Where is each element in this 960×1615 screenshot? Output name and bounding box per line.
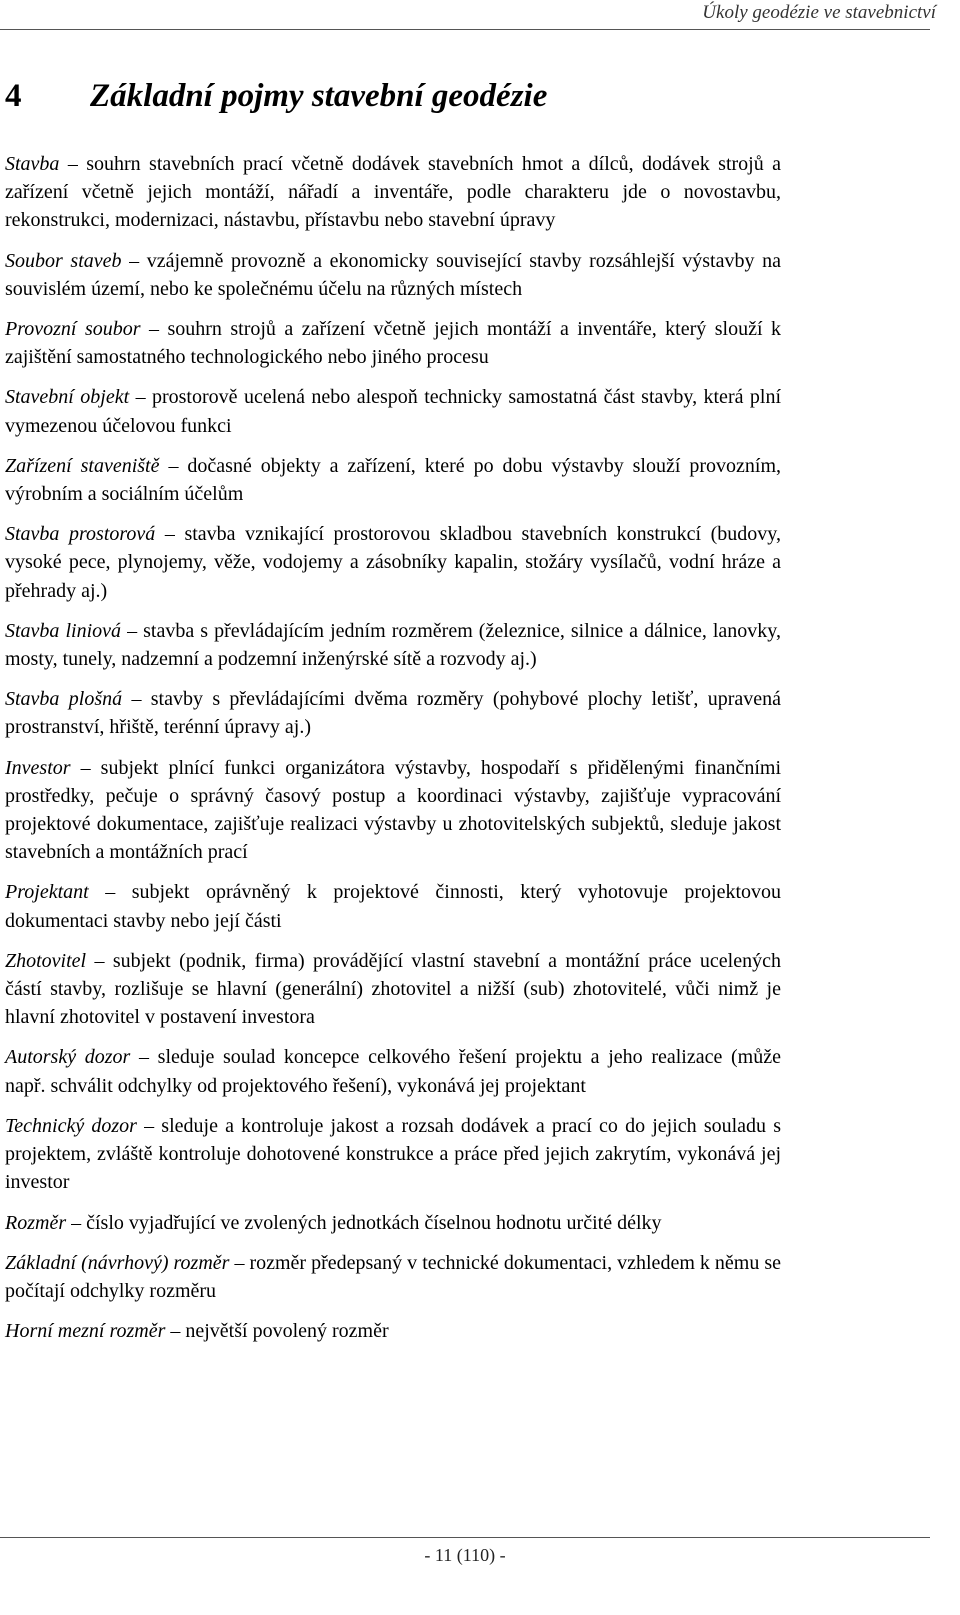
definition-entry [5,947,781,1032]
term: Rozměr [5,1211,67,1234]
definition: – stavby s převládajícími dvěma rozměry (pohybové plochy letišť, upravená prostranství, hřiště, terénní úpravy aj.) [5,688,781,739]
definition-entry [5,617,781,673]
term: Horní mezní rozměr [5,1320,166,1343]
term: Stavební objekt [5,386,130,409]
definition-entry [5,315,781,371]
page-number: - 11 (110) - [424,1545,506,1565]
definition-entry [5,878,781,934]
chapter-heading [5,78,547,115]
term: Stavba prostorová [5,523,156,546]
chapter-number: 4 [5,78,22,114]
definition-entry [5,754,781,867]
term: Autorský dozor [5,1046,131,1069]
definition: – sleduje soulad koncepce celkového řešení projektu a jeho realizace (může např. schválit odchylky od projektového řešení), vykonává jej projektant [5,1046,781,1097]
definition: – největší povolený rozměr [165,1320,389,1343]
chapter-title: Základní pojmy stavební geodézie [90,78,548,114]
definition: – souhrn stavebních prací včetně dodávek stavebních hmot a dílců, dodávek strojů a zařízení včetně jejich montáží, nářadí a inventáře, podle charakteru jde o novostavbu, rekonstrukci, modernizaci, nástavbu, přístavbu nebo stavební úpravy [5,153,781,232]
definition-entry [5,1043,781,1099]
definition: – číslo vyjadřující ve zvolených jednotkách číselnou hodnotu určité délky [66,1211,662,1234]
term: Stavba [5,153,60,175]
definition-entry [5,1112,781,1197]
definition: – subjekt plnící funkci organizátora výstavby, hospodaří s přidělenými finančními prostředky, pečuje o správný časový postup a koordinaci výstavby, zajišťuje vypracování projektové dokumentace, zajišťuje realizaci výstavby u zhotovitelských subjektů, sleduje jakost stavebních a montážních prací [5,756,781,864]
term: Technický dozor [5,1114,137,1137]
footer-divider [0,1537,930,1538]
definition-entry [5,1317,781,1345]
definition: – prostorově ucelená nebo alespoň technicky samostatná část stavby, která plní vymezenou účelovou funkci [5,386,782,437]
definition: – subjekt (podnik, firma) provádějící vlastní stavební a montážní práce ucelených částí stavby, rozlišuje se hlavní (generální) zhotovitel a nižší (sub) zhotovitelé, vůči nimž je hlavní zhotovitel v postavení investora [5,949,781,1029]
term: Projektant [5,881,89,904]
term: Stavba liniová [5,619,122,642]
definition: – vzájemně provozně a ekonomicky související stavby rozsáhlejší výstavby na souvislém území, nebo ke společnému účelu na různých místech [5,249,781,300]
definition-entry [5,452,781,508]
definition: – sleduje a kontroluje jakost a rozsah dodávek a prací co do jejich souladu s projektem, zvláště kontroluje dohotovené konstrukce a práce před jejich zakrytím, vykonává jej investor [5,1114,782,1194]
term: Zhotovitel [5,949,87,972]
term: Investor [5,756,71,779]
definition-entry [5,247,781,303]
definition: – souhrn strojů a zařízení včetně jejich montáží a inventáře, který slouží k zajištění samostatného technologického nebo jiného procesu [5,318,781,369]
definition-entry [5,383,781,439]
definition-entry [5,1209,781,1237]
definition: – stavba s převládajícím jedním rozměrem (železnice, silnice a dálnice, lanovky, mosty, tunely, nadzemní a podzemní inženýrské sítě a rozvody aj.) [5,619,781,671]
term: Stavba plošná [5,688,123,711]
definition: – subjekt oprávněný k projektové činnosti, který vyhotovuje projektovou dokumentaci stavby nebo její části [5,881,781,932]
running-header: Úkoly geodézie ve stavebnictví [702,2,936,23]
definitions-list [5,150,781,1357]
term: Základní (návrhový) rozměr [5,1251,230,1274]
term: Soubor staveb [5,249,122,272]
definition: – stavba vznikající prostorovou skladbou stavebních konstrukcí (budovy, vysoké pece, plynojemy, věže, vodojemy a zásobníky kapalin, stožáry vysílačů, vodní hráze a přehrady aj.) [5,523,782,602]
definition: – dočasné objekty a zařízení, které po dobu výstavby slouží provozním, výrobním a sociálním účelům [5,454,782,506]
definition-entry [5,685,781,741]
definition-entry [5,1249,781,1305]
definition-entry [5,520,781,605]
definition: – rozměr předepsaný v technické dokumentaci, vzhledem k němu se počítají odchylky rozměru [5,1251,781,1302]
term: Zařízení staveniště [5,454,160,477]
definition-entry [5,150,781,235]
header-divider [0,29,930,30]
term: Provozní soubor [5,318,141,341]
